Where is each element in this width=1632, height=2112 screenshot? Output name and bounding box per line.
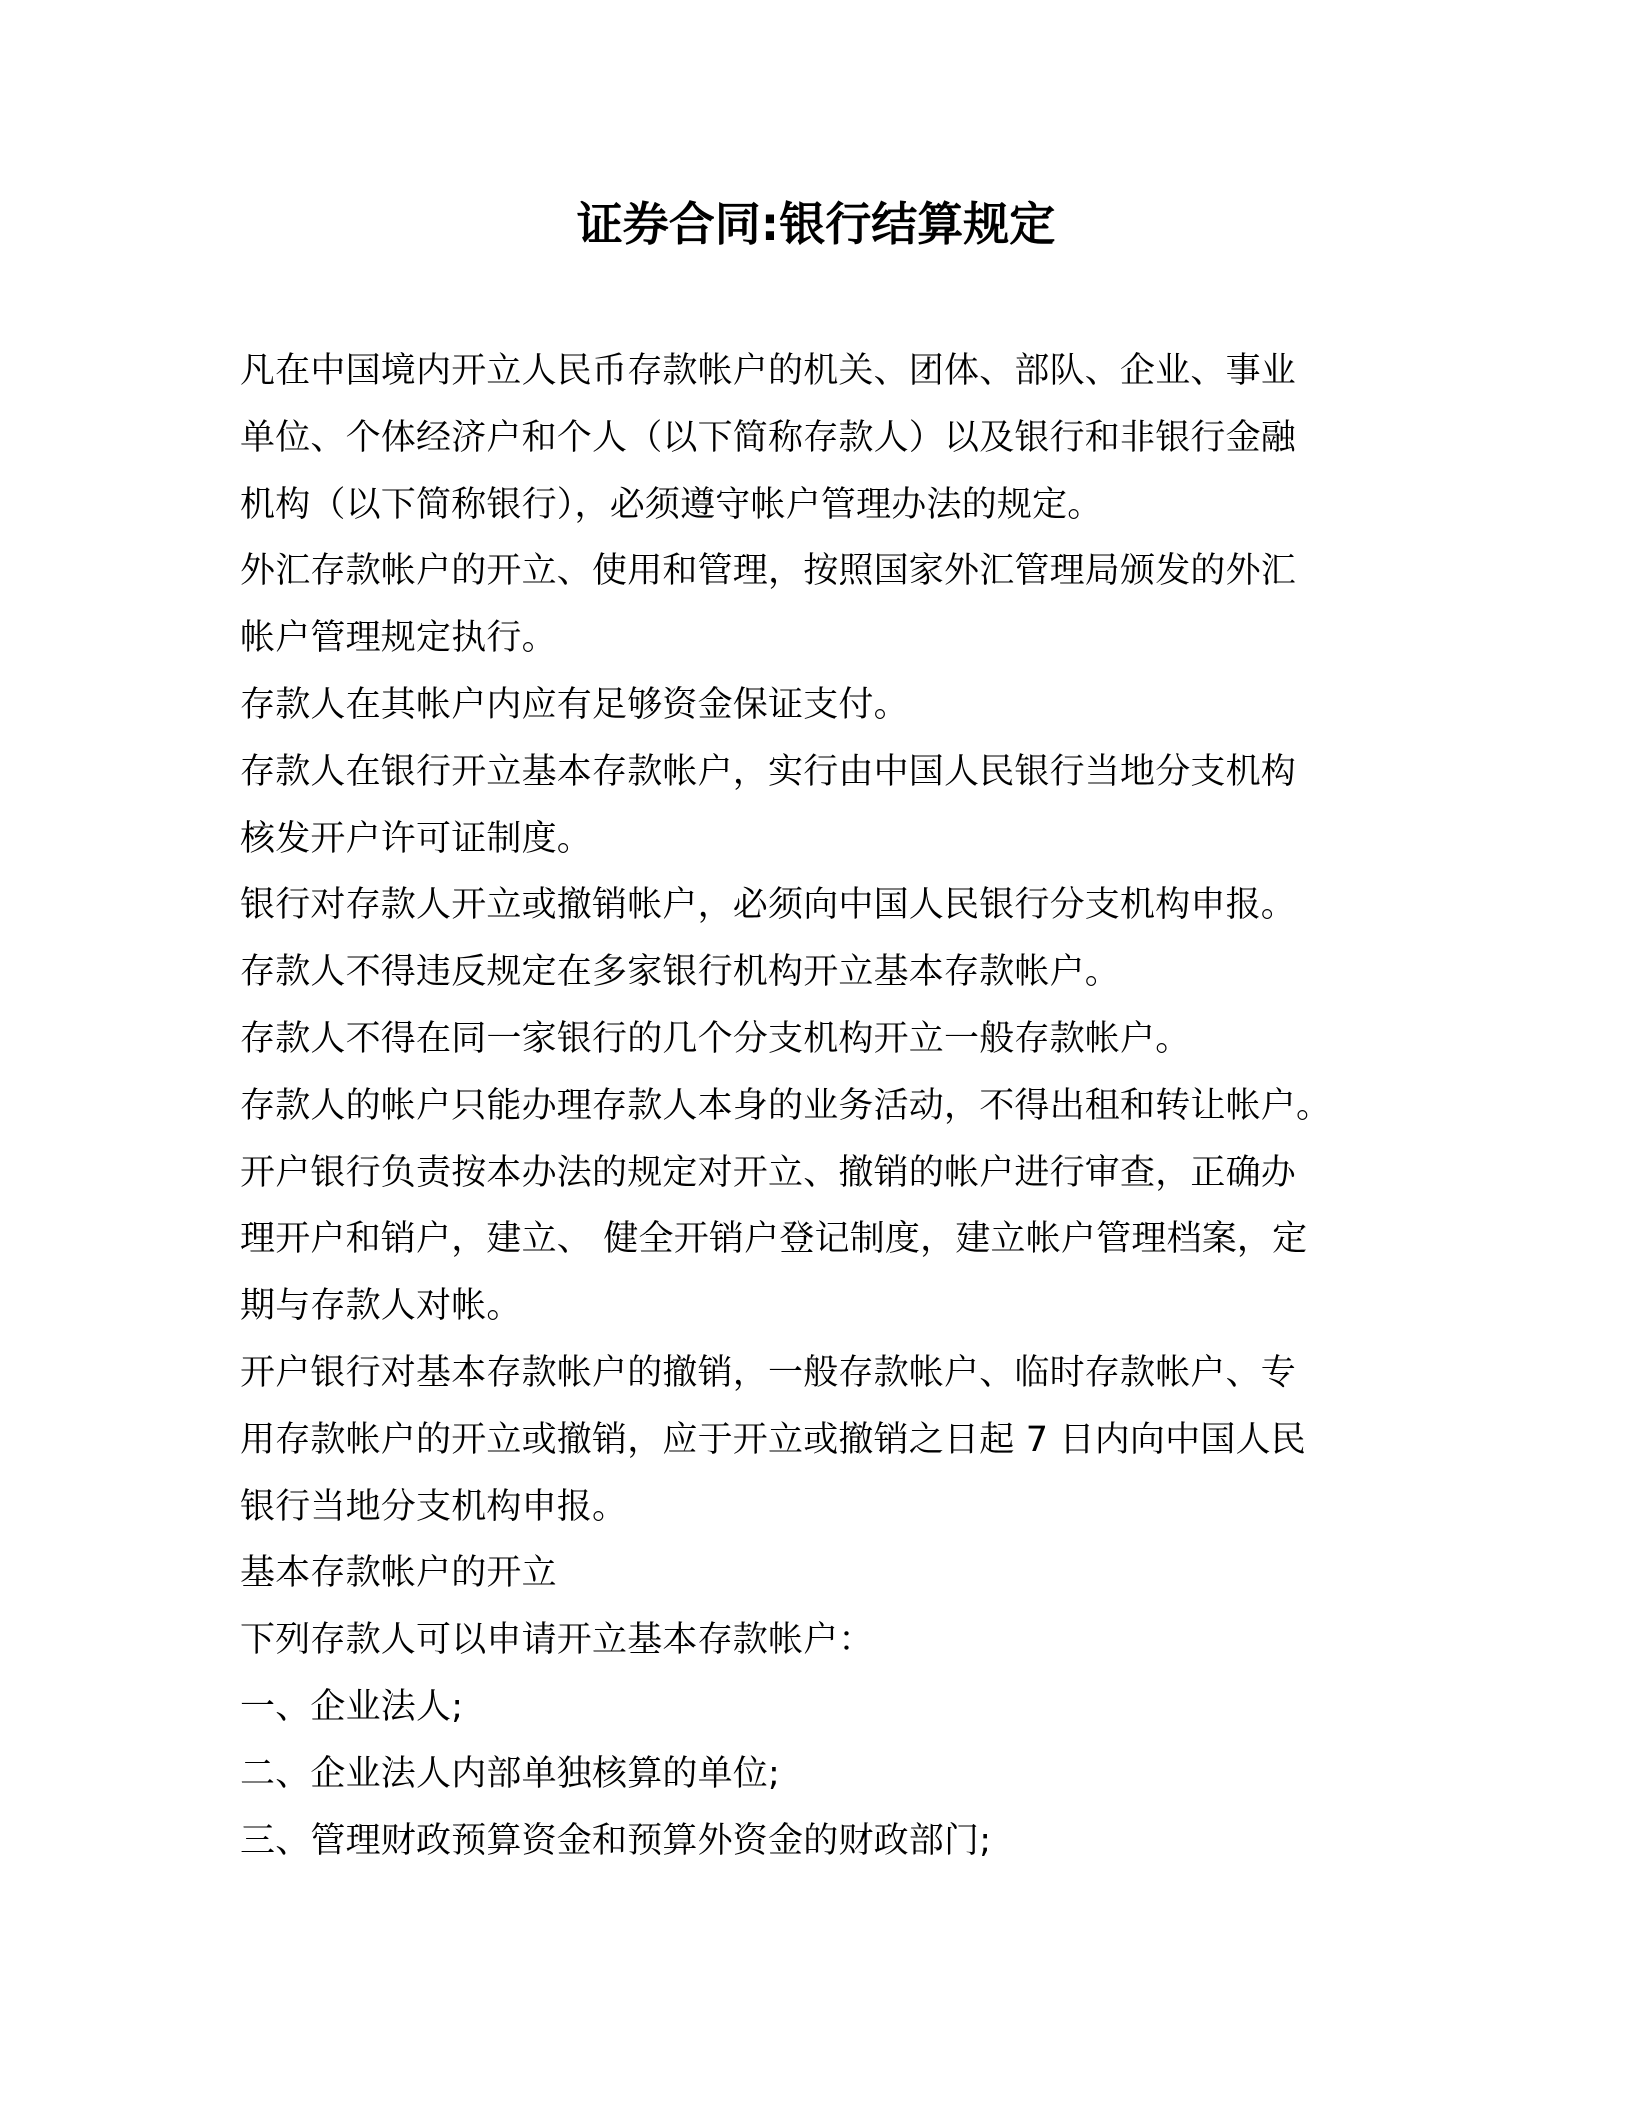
paragraph-line: 机构（以下简称银行），必须遵守帐户管理办法的规定。 bbox=[240, 484, 1103, 525]
paragraph-line: 开户银行对基本存款帐户的撤销，一般存款帐户、临时存款帐户、专 bbox=[240, 1352, 1297, 1393]
paragraph-line: 帐户管理规定执行。 bbox=[240, 618, 557, 659]
paragraph-line: 存款人在银行开立基本存款帐户，实行由中国人民银行当地分支机构 bbox=[240, 751, 1297, 792]
section-heading-line: 基本存款帐户的开立 bbox=[240, 1553, 557, 1594]
paragraph-line: 凡在中国境内开立人民币存款帐户的机关、团体、部队、企业、事业 bbox=[240, 351, 1297, 391]
paragraph-line: 核发开户许可证制度。 bbox=[240, 818, 593, 859]
paragraph-line: 理开户和销户，建立、 健全开销户登记制度，建立帐户管理档案，定 bbox=[240, 1219, 1308, 1260]
paragraph-line: 下列存款人可以申请开立基本存款帐户： bbox=[240, 1620, 874, 1661]
list-item: 三、管理财政预算资金和预算外资金的财政部门; bbox=[240, 1820, 992, 1861]
paragraph-line: 存款人不得在同一家银行的几个分支机构开立一般存款帐户。 bbox=[240, 1018, 1191, 1059]
paragraph-line: 银行当地分支机构申报。 bbox=[240, 1486, 628, 1527]
paragraph-line: 期与存款人对帐。 bbox=[240, 1286, 522, 1327]
paragraph-line: 存款人不得违反规定在多家银行机构开立基本存款帐户。 bbox=[240, 952, 1121, 993]
document-title: 证券合同:银行结算规定 bbox=[576, 197, 1056, 251]
paragraph-line: 用存款帐户的开立或撤销，应于开立或撤销之日起 7 日内向中国人民 bbox=[240, 1419, 1306, 1460]
paragraph-line: 存款人在其帐户内应有足够资金保证支付。 bbox=[240, 684, 909, 725]
paragraph-line: 外汇存款帐户的开立、使用和管理，按照国家外汇管理局颁发的外汇 bbox=[240, 551, 1297, 592]
list-item: 一、企业法人; bbox=[240, 1686, 464, 1727]
paragraph-line: 存款人的帐户只能办理存款人本身的业务活动，不得出租和转让帐户。 bbox=[240, 1085, 1332, 1126]
paragraph-line: 单位、个体经济户和个人（以下简称存款人）以及银行和非银行金融 bbox=[240, 417, 1297, 458]
list-item: 二、企业法人内部单独核算的单位; bbox=[240, 1753, 780, 1794]
paragraph-line: 开户银行负责按本办法的规定对开立、撤销的帐户进行审查，正确办 bbox=[240, 1152, 1297, 1193]
document-body bbox=[240, 338, 1392, 1874]
paragraph-line: 银行对存款人开立或撤销帐户，必须向中国人民银行分支机构申报。 bbox=[240, 885, 1297, 926]
